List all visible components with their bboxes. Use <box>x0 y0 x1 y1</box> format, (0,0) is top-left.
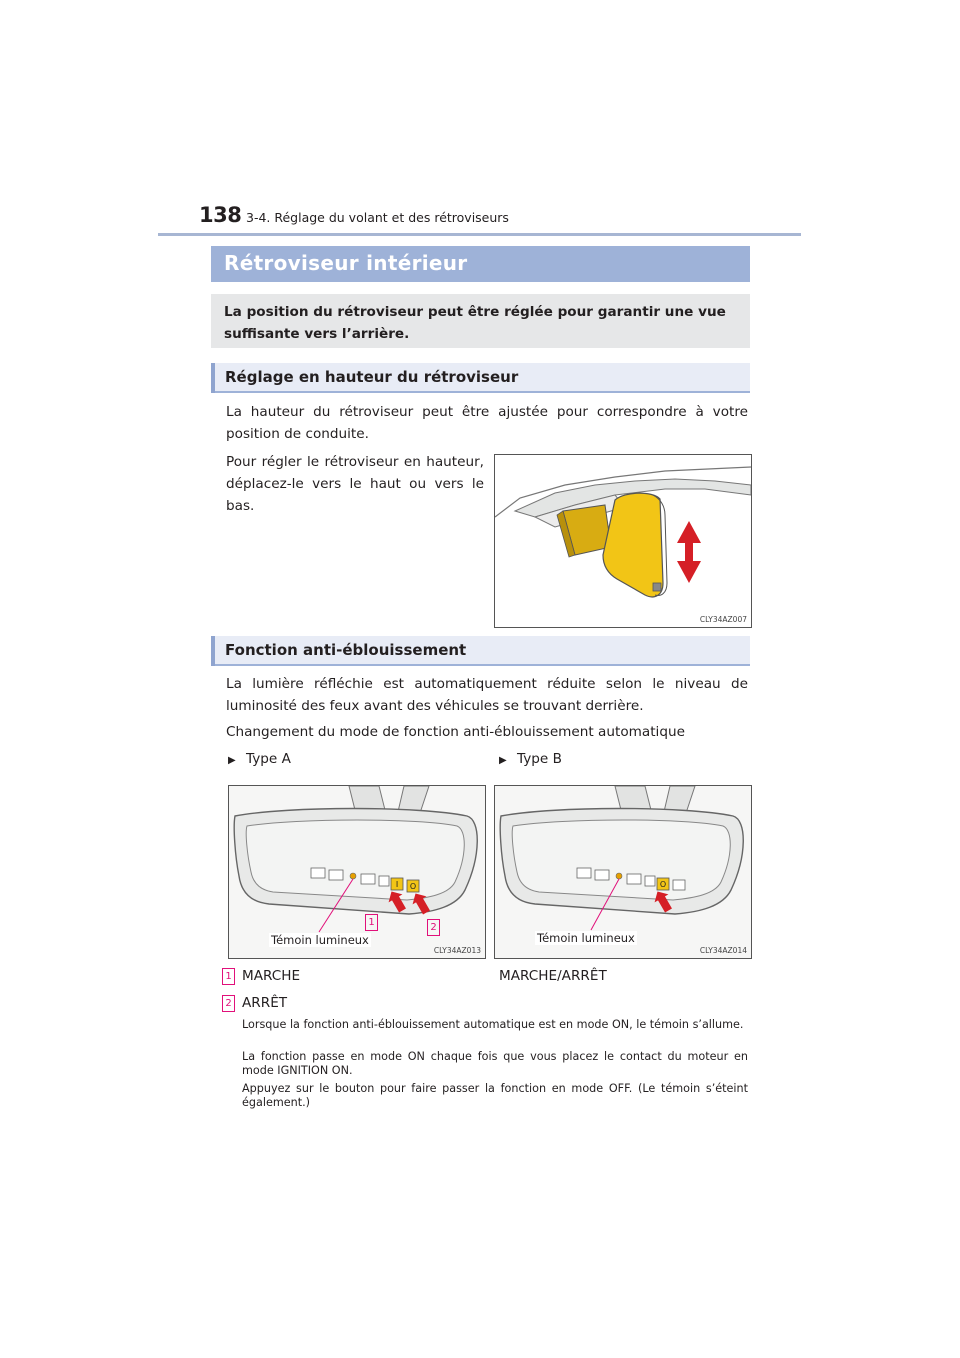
item-marche: MARCHE <box>242 968 301 984</box>
height-para-2: Pour régler le rétroviseur en hauteur, déplacez-le vers le haut ou vers le bas. <box>226 454 484 514</box>
figure-code: CLY34AZ013 <box>433 946 481 955</box>
figure-code: CLY34AZ014 <box>699 946 747 955</box>
item-badge-2: 2 <box>222 995 235 1012</box>
up-down-arrow <box>677 521 701 583</box>
type-a-figure <box>228 785 486 959</box>
indicator-callout: Témoin lumineux <box>537 931 635 945</box>
subheading-anti-glare <box>211 636 750 666</box>
intro-text: La position du rétroviseur peut être réglée pour garantir une vue suffisante vers l’arrière. <box>224 304 726 342</box>
chapter-title: 3-4. Réglage du volant et des rétroviseurs <box>246 210 509 225</box>
figure-code: CLY34AZ007 <box>699 615 747 624</box>
triangle-bullet-icon: ▶ <box>228 755 236 766</box>
subheading-anti-glare-text: Fonction anti-éblouissement <box>225 641 467 659</box>
header-rule <box>158 233 801 236</box>
mirror-height-figure <box>494 454 752 628</box>
triangle-bullet-icon: ▶ <box>499 755 507 766</box>
indicator-callout: Témoin lumineux <box>271 933 369 947</box>
type-a-label: Type A <box>246 751 291 767</box>
type-a-button-1-text: I <box>395 880 399 889</box>
section-title: Rétroviseur intérieur <box>224 251 468 275</box>
type-a-button-2-text: O <box>409 882 417 891</box>
mirror-height-illustration <box>495 455 751 627</box>
anti-glare-para-1: La lumière réfléchie est automatiquement réduite selon le niveau de luminosité des feux avant des véhicules se trouvant derrière. <box>226 676 748 714</box>
note-1: Lorsque la fonction anti-éblouissement automatique est en mode ON, le témoin s’allume. <box>242 1018 744 1031</box>
section-title-bar <box>211 246 750 282</box>
item-badge-1: 1 <box>222 968 235 985</box>
subheading-marker <box>211 363 215 393</box>
type-b-label-row <box>499 751 562 767</box>
note-3: Appuyez sur le bouton pour faire passer la fonction en mode OFF. (Le témoin s’éteint également.) <box>242 1082 748 1109</box>
type-a-label-row <box>228 751 291 767</box>
item-arret: ARRÊT <box>242 995 288 1011</box>
subheading-marker <box>211 636 215 666</box>
height-para-1: La hauteur du rétroviseur peut être ajustée pour correspondre à votre position de conduite. <box>226 404 748 442</box>
note-2: La fonction passe en mode ON chaque fois que vous placez le contact du moteur en mode IGNITION ON. <box>242 1050 748 1077</box>
type-b-button-text: O <box>659 880 667 889</box>
callout-badge-2: 2 <box>427 919 440 936</box>
intro-box <box>211 294 750 348</box>
type-b-label: Type B <box>517 751 562 767</box>
subheading-height-text: Réglage en hauteur du rétroviseur <box>225 368 519 386</box>
page-number: 138 <box>199 203 242 227</box>
type-b-caption: MARCHE/ARRÊT <box>499 968 607 984</box>
anti-glare-para-2: Changement du mode de fonction anti-éblouissement automatique <box>226 724 685 740</box>
type-b-figure <box>494 785 752 959</box>
callout-badge-1: 1 <box>365 914 378 931</box>
subheading-height <box>211 363 750 393</box>
